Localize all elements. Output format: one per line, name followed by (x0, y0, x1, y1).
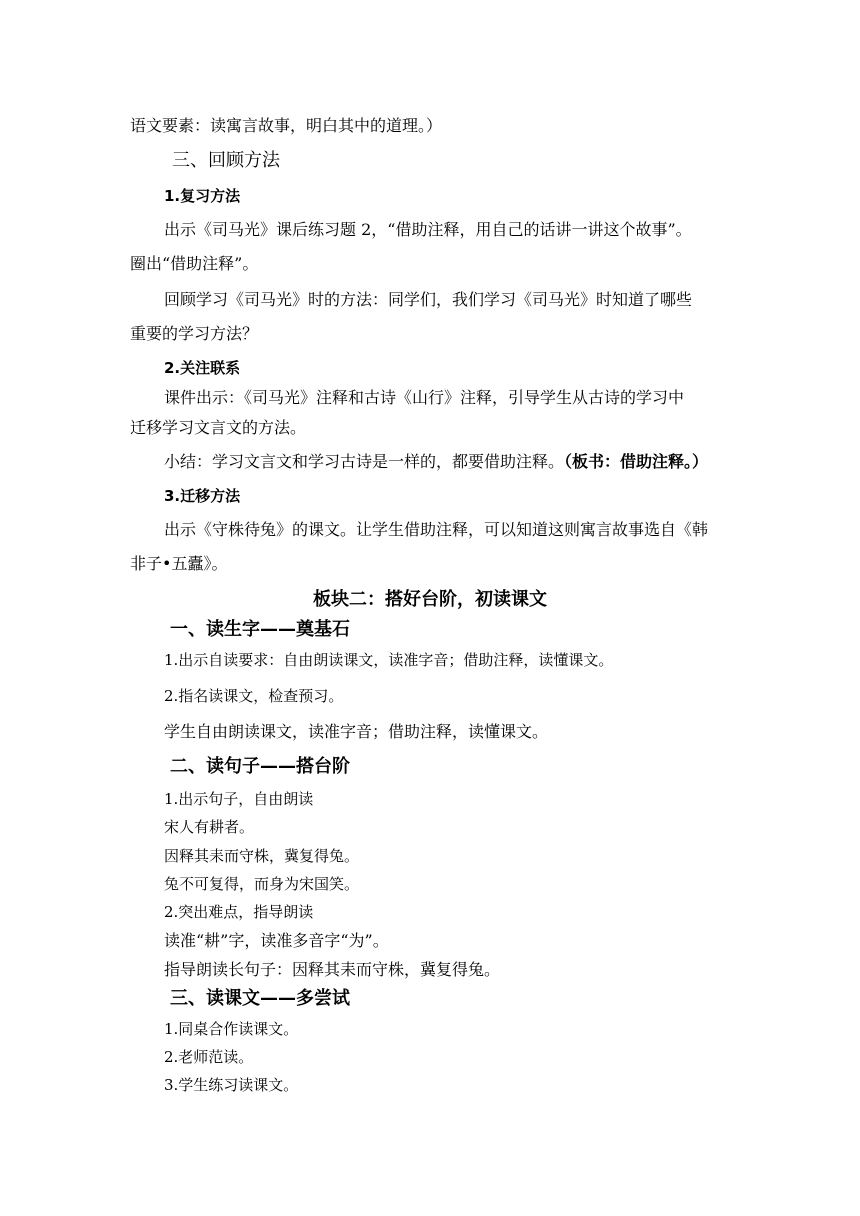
body-text: 1.同桌合作读课文。 (164, 1020, 299, 1038)
subsection-heading: 1.复习方法 (164, 187, 241, 205)
subsection-heading: 3.迁移方法 (164, 487, 241, 505)
sentence-line: 兔不可复得，而身为宋国笑。 (164, 875, 360, 893)
body-text: 2.指名读课文，检查预习。 (164, 687, 344, 705)
summary-text: 小结：学习文言文和学习古诗是一样的，都要借助注释。 (164, 452, 565, 471)
block-title: 板块二：搭好台阶，初读课文 (313, 589, 547, 610)
sentence-line: 宋人有耕者。 (164, 818, 255, 836)
section-heading: 一、读生字——奠基石 (170, 619, 350, 640)
body-text: 1.出示自读要求：自由朗读课文，读准字音；借助注释，读懂课文。 (164, 651, 614, 669)
body-text: 读准“耕”字，读准多音字“为”。 (164, 931, 389, 950)
board-note: （板书：借助注释。） (564, 452, 709, 471)
section-heading: 三、读课文——多尝试 (170, 988, 350, 1009)
body-text: 语文要素：读寓言故事，明白其中的道理。） (130, 116, 443, 135)
body-text: 圈出“借助注释”。 (130, 254, 259, 273)
body-text: 回顾学习《司马光》时的方法：同学们，我们学习《司马光》时知道了哪些 (164, 290, 693, 309)
body-text: 迁移学习文言文的方法。 (130, 418, 307, 437)
body-text: 2.突出难点，指导朗读 (164, 903, 314, 921)
sentence-line: 因释其耒而守株，冀复得兔。 (164, 847, 360, 865)
body-text: 出示《司马光》课后练习题 2，“借助注释，用自己的话讲一讲这个故事”。 (164, 220, 692, 239)
body-text: 重要的学习方法？ (130, 324, 259, 343)
body-text: 课件出示：《司马光》注释和古诗《山行》注释，引导学生从古诗的学习中 (164, 388, 685, 407)
body-text: 指导朗读长句子：因释其耒而守株，冀复得兔。 (164, 960, 501, 979)
body-text: 2.老师范读。 (164, 1048, 254, 1066)
body-text: 1.出示句子，自由朗读 (164, 790, 314, 808)
body-text: 出示《守株待兔》的课文。让学生借助注释，可以知道这则寓言故事选自《韩 (164, 520, 709, 539)
section-heading: 二、读句子——搭台阶 (170, 756, 350, 777)
subsection-heading: 2.关注联系 (164, 359, 241, 377)
body-text: 学生自由朗读课文，读准字音；借助注释，读懂课文。 (164, 722, 549, 741)
summary-line (164, 452, 708, 472)
body-text: 3.学生练习读课文。 (164, 1076, 299, 1094)
body-text: 非子•五蠹》。 (130, 554, 228, 573)
section-heading: 三、回顾方法 (172, 150, 280, 171)
